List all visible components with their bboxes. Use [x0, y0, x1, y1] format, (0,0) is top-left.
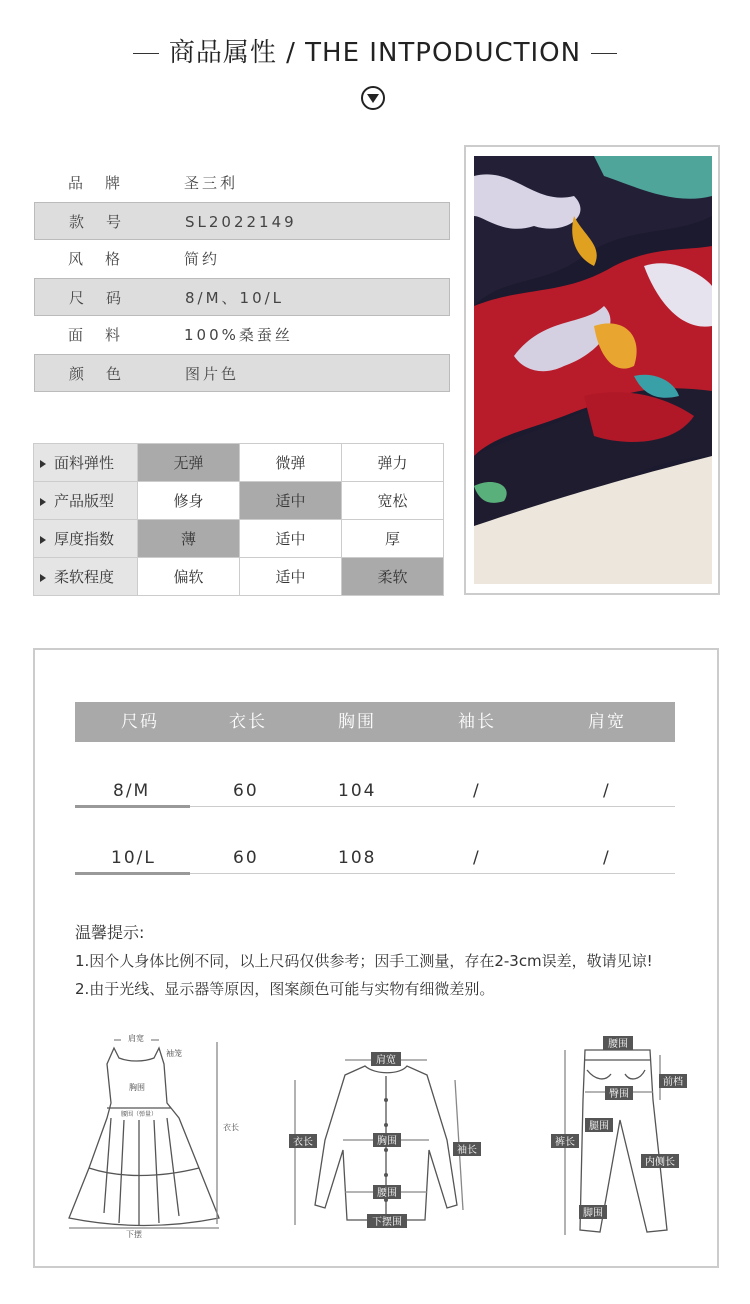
shirt-label-bust: 胸围: [377, 1136, 397, 1147]
feature-option: 弹力: [342, 444, 444, 482]
attribute-row-brand: 品牌 圣三利: [68, 174, 239, 192]
feature-label: 厚度指数: [34, 520, 138, 558]
feature-option: 宽松: [342, 482, 444, 520]
tips-title: 温馨提示:: [75, 923, 145, 942]
dress-label-hem: 下摆: [126, 1230, 142, 1238]
pants-label-inseam: 内侧长: [645, 1157, 675, 1168]
header-size: 尺码: [121, 712, 159, 732]
feature-option: 偏软: [138, 558, 240, 596]
section-title: 商品属性 / THE INTPODUCTION: [0, 32, 750, 69]
feature-option: 厚: [342, 520, 444, 558]
feature-row-thickness: [34, 520, 444, 558]
pants-label-thigh: 腿围: [589, 1121, 609, 1132]
attribute-row-size: 尺码 8/M、10/L: [34, 278, 450, 316]
dress-size-diagram: [59, 1028, 259, 1238]
header-sleeve: 袖长: [458, 712, 496, 732]
feature-row-fit: [34, 482, 444, 520]
tips-line-2: 2.由于光线、显示器等原因，图案颜色可能与实物有细微差别。: [75, 980, 495, 998]
pants-size-diagram: [545, 1030, 695, 1240]
size-table-header: [75, 702, 675, 742]
feature-option: 薄: [138, 520, 240, 558]
attribute-row-fabric: 面料 100%桑蚕丝: [68, 326, 293, 344]
shirt-label-waist: 腰围: [377, 1188, 397, 1199]
header-shoulder: 肩宽: [588, 712, 626, 732]
shirt-size-diagram: [285, 1030, 485, 1230]
row-marker: [75, 872, 190, 875]
shirt-label-hem: 下摆围: [372, 1217, 402, 1228]
feature-label: 产品版型: [34, 482, 138, 520]
size-panel: [33, 648, 719, 1268]
attribute-row-style-no: 款号 SL2022149: [34, 202, 450, 240]
pants-label-rise: 前档: [663, 1077, 683, 1088]
attribute-list: [34, 164, 450, 392]
pants-label-leg: 脚围: [583, 1208, 603, 1219]
shirt-label-length: 衣长: [293, 1137, 313, 1148]
pants-label-hip: 臀围: [609, 1089, 629, 1100]
feature-label: 面料弹性: [34, 444, 138, 482]
feature-grid: [33, 443, 444, 596]
size-row: 10/L 60 108 / /: [75, 843, 675, 874]
feature-row-elasticity: [34, 444, 444, 482]
row-marker: [75, 805, 190, 808]
feature-option: 微弹: [240, 444, 342, 482]
feature-option: 无弹: [138, 444, 240, 482]
feature-option: 适中: [240, 520, 342, 558]
dress-label-shoulder: 肩宽: [128, 1034, 144, 1043]
shirt-label-shoulder: 肩宽: [376, 1055, 396, 1066]
pants-label-waist: 腰围: [608, 1039, 628, 1050]
feature-label: 柔软程度: [34, 558, 138, 596]
shirt-label-sleeve: 袖长: [457, 1145, 477, 1156]
tips-line-1: 1.因个人身体比例不同，以上尺码仅供参考；因手工测量，存在2-3cm误差，敬请见谅!: [75, 952, 653, 970]
chevron-down-icon[interactable]: [361, 86, 385, 110]
header-length: 衣长: [229, 712, 267, 732]
dress-label-bust: 胸围: [129, 1083, 145, 1092]
attribute-row-color: 颜色 图片色: [34, 354, 450, 392]
feature-option: 适中: [240, 558, 342, 596]
size-row: 8/M 60 104 / /: [75, 776, 675, 807]
fabric-photo: [464, 145, 720, 595]
dress-label-length: 衣长: [223, 1123, 239, 1132]
attribute-row-style: 风格 简约: [68, 250, 221, 268]
dress-label-strap: 袖笼: [166, 1049, 182, 1058]
feature-option: 柔软: [342, 558, 444, 596]
feature-row-softness: [34, 558, 444, 596]
feature-option: 适中: [240, 482, 342, 520]
pants-label-length: 裤长: [555, 1137, 575, 1148]
header-bust: 胸围: [338, 712, 376, 732]
dress-label-waist: 腰围（弹量）: [120, 1111, 158, 1118]
feature-option: 修身: [138, 482, 240, 520]
